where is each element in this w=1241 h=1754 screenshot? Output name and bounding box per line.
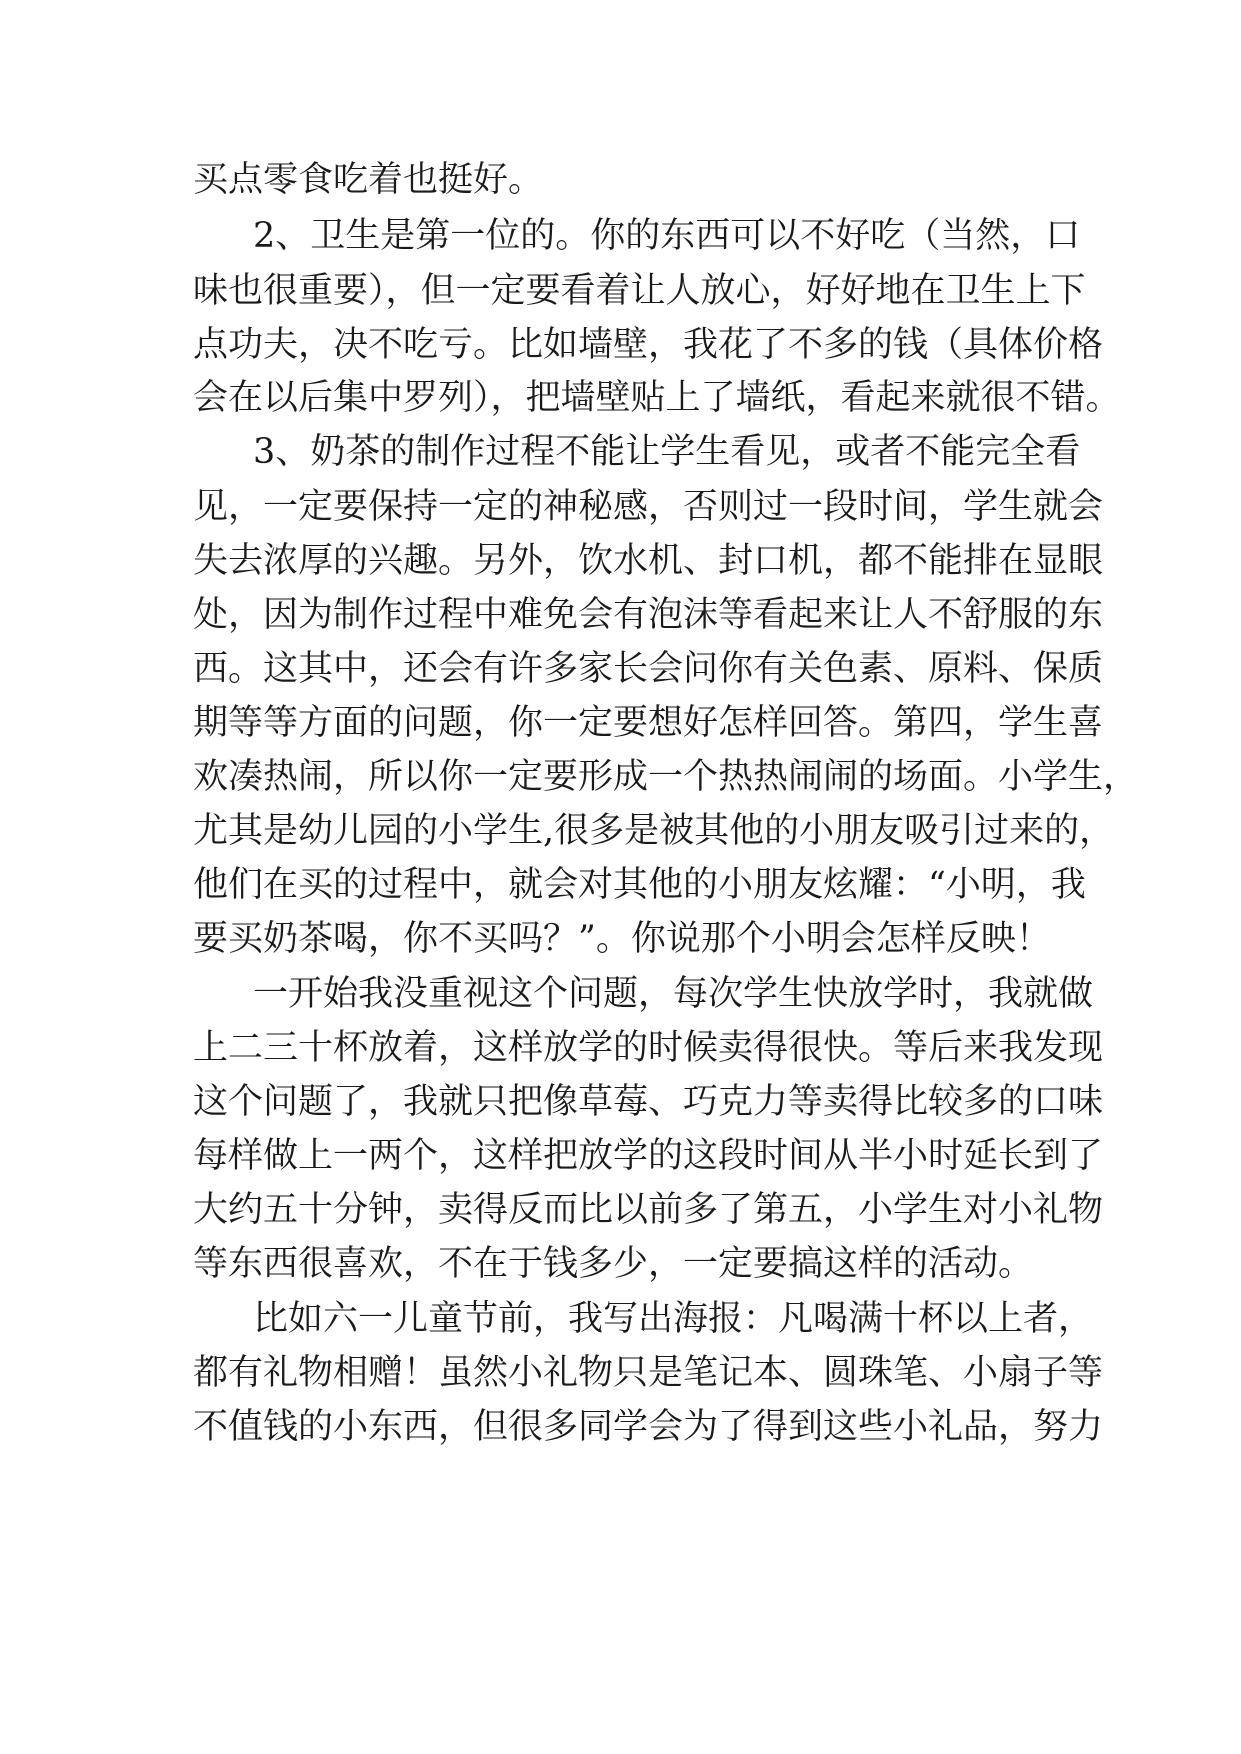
text-line: 3、奶茶的制作过程不能让学生看见，或者不能完全看 xyxy=(253,432,1081,472)
text-line: 处，因为制作过程中难免会有泡沫等看起来让人不舒服的东 xyxy=(193,595,1104,635)
text-line: 不值钱的小东西，但很多同学会为了得到这些小礼品，努力 xyxy=(193,1407,1104,1447)
text-line: 西。这其中，还会有许多家长会问你有关色素、原料、保质 xyxy=(193,649,1104,689)
text-line: 欢凑热闹，所以你一定要形成一个热热闹闹的场面。小学生， xyxy=(193,757,1139,797)
text-line: 期等等方面的问题，你一定要想好怎样回答。第四，学生喜 xyxy=(193,703,1104,743)
text-line: 等东西很喜欢，不在于钱多少，一定要搞这样的活动。 xyxy=(193,1244,1034,1284)
text-line: 买点零食吃着也挺好。 xyxy=(193,160,544,200)
text-line: 2、卫生是第一位的。你的东西可以不好吃（当然，口 xyxy=(253,216,1081,256)
text-line: 一开始我没重视这个问题，每次学生快放学时，我就做 xyxy=(253,974,1094,1014)
text-line: 比如六一儿童节前，我写出海报：凡喝满十杯以上者， xyxy=(253,1299,1094,1339)
text-line: 每样做上一两个，这样把放学的这段时间从半小时延长到了 xyxy=(193,1136,1104,1176)
text-line: 上二三十杯放着，这样放学的时候卖得很快。等后来我发现 xyxy=(193,1028,1104,1068)
text-line: 要买奶茶喝，你不买吗？”。你说那个小明会怎样反映！ xyxy=(193,919,1051,959)
text-line: 他们在买的过程中，就会对其他的小朋友炫耀：“小明，我 xyxy=(193,865,1086,905)
text-line: 失去浓厚的兴趣。另外，饮水机、封口机，都不能排在显眼 xyxy=(193,541,1104,581)
text-line: 会在以后集中罗列），把墙壁贴上了墙纸，看起来就很不错。 xyxy=(193,378,1121,418)
text-line: 见，一定要保持一定的神秘感，否则过一段时间，学生就会 xyxy=(193,487,1104,527)
text-line: 大约五十分钟，卖得反而比以前多了第五，小学生对小礼物 xyxy=(193,1190,1104,1230)
text-line: 这个问题了，我就只把像草莓、巧克力等卖得比较多的口味 xyxy=(193,1082,1104,1122)
text-line: 味也很重要），但一定要看着让人放心，好好地在卫生上下 xyxy=(193,271,1086,311)
text-line: 点功夫，决不吃亏。比如墙壁，我花了不多的钱（具体价格 xyxy=(193,325,1104,365)
text-line: 都有礼物相赠！虽然小礼物只是笔记本、圆珠笔、小扇子等 xyxy=(193,1353,1104,1393)
text-line: 尤其是幼儿园的小学生,很多是被其他的小朋友吸引过来的， xyxy=(193,811,1115,851)
